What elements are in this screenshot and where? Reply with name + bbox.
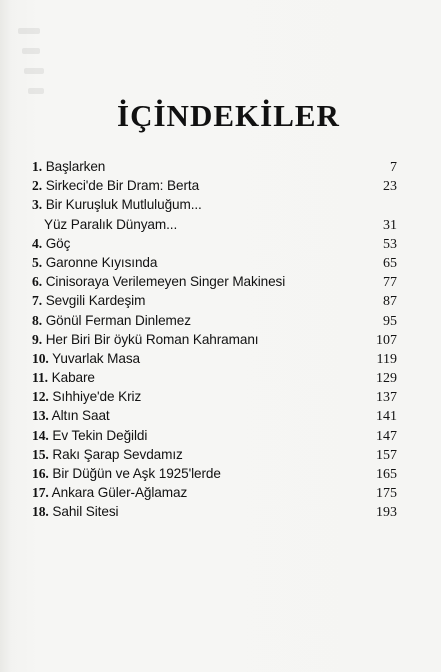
entry-title: Ankara Güler-Ağlamaz [51,485,188,501]
toc-entry [32,349,397,368]
entry-title: Sıhhiye'de Kriz [52,389,142,405]
entry-page: 23 [383,179,397,195]
toc-entry [32,330,397,349]
entry-title: Garonne Kıyısında [45,254,158,270]
toc-entry [32,406,397,425]
entry-title: Sahil Sitesi [52,504,119,520]
toc-entry [32,291,397,310]
toc-entry [32,311,397,330]
entry-title: Bir Kuruşluk Mutluluğum... [45,197,202,213]
toc-entry [32,483,397,502]
entry-page: 77 [383,275,397,291]
entry-page: 147 [376,428,397,444]
entry-page: 175 [376,486,397,502]
entry-page: 95 [383,313,397,329]
entry-page: 119 [376,351,397,367]
entry-number: 15. [32,446,49,462]
entry-page: 7 [390,160,397,175]
entry-title: Yüz Paralık Dünyam... [44,216,178,232]
entry-page: 31 [383,217,397,233]
toc-entry [32,195,397,214]
entry-number: 1. [32,159,42,174]
entry-title: Gönül Ferman Dinlemez [45,312,191,328]
entry-number: 14. [32,427,49,443]
entry-title: Rakı Şarap Sevdamız [52,446,183,462]
toc-entry [32,445,397,464]
entry-title: Yuvarlak Masa [52,350,140,366]
toc-entry [32,157,397,176]
toc-entry [32,234,397,253]
entry-title: Altın Saat [51,408,110,424]
toc-entry-continued [32,215,397,234]
toc-entry [32,176,397,195]
entry-title: Cinisoraya Verilemeyen Singer Makinesi [45,274,286,290]
entry-page: 165 [376,467,397,482]
entry-page: 107 [376,332,397,348]
entry-title: Sevgili Kardeşim [45,293,146,309]
entry-page: 193 [376,505,397,521]
entry-page: 53 [383,236,397,252]
entry-number: 10. [32,350,49,366]
entry-number: 17. [32,485,49,501]
page-title: İÇİNDEKİLER [117,98,340,133]
entry-number: 3. [32,197,42,213]
toc-entry [32,368,397,387]
entry-title: Her Biri Bir öykü Roman Kahramanı [45,331,259,347]
entry-number: 4. [32,235,42,251]
entry-title: Ev Tekin Değildi [52,427,148,443]
entry-number: 18. [32,504,49,520]
entry-page: 129 [376,371,397,387]
toc-entry [32,253,397,272]
entry-page: 137 [376,390,397,406]
toc-entry [32,272,397,291]
entry-title: Sirkeci'de Bir Dram: Berta [45,178,200,194]
toc-entry [32,502,397,521]
entry-page: 65 [383,255,397,271]
entry-title: Bir Düğün ve Aşk 1925'lerde [52,466,221,481]
toc-entry [32,464,397,483]
entry-number: 5. [32,254,42,270]
entry-number: 7. [32,293,42,309]
toc-entry [32,426,397,445]
entry-number: 6. [32,274,42,290]
entry-number: 13. [32,408,49,424]
toc-entry [32,387,397,406]
entry-title: Başlarken [45,159,106,174]
entry-number: 16. [32,466,49,481]
entry-page: 141 [376,409,397,425]
entry-number: 8. [32,312,42,328]
entry-page: 87 [383,294,397,310]
entry-number: 9. [32,331,42,347]
entry-number: 2. [32,178,42,194]
entry-number: 12. [32,389,49,405]
entry-page: 157 [376,447,397,463]
entry-number: 11. [32,370,48,386]
entry-title: Göç [45,235,71,251]
show-through-text [18,28,98,98]
table-of-contents [32,157,397,522]
entry-title: Kabare [51,370,95,386]
